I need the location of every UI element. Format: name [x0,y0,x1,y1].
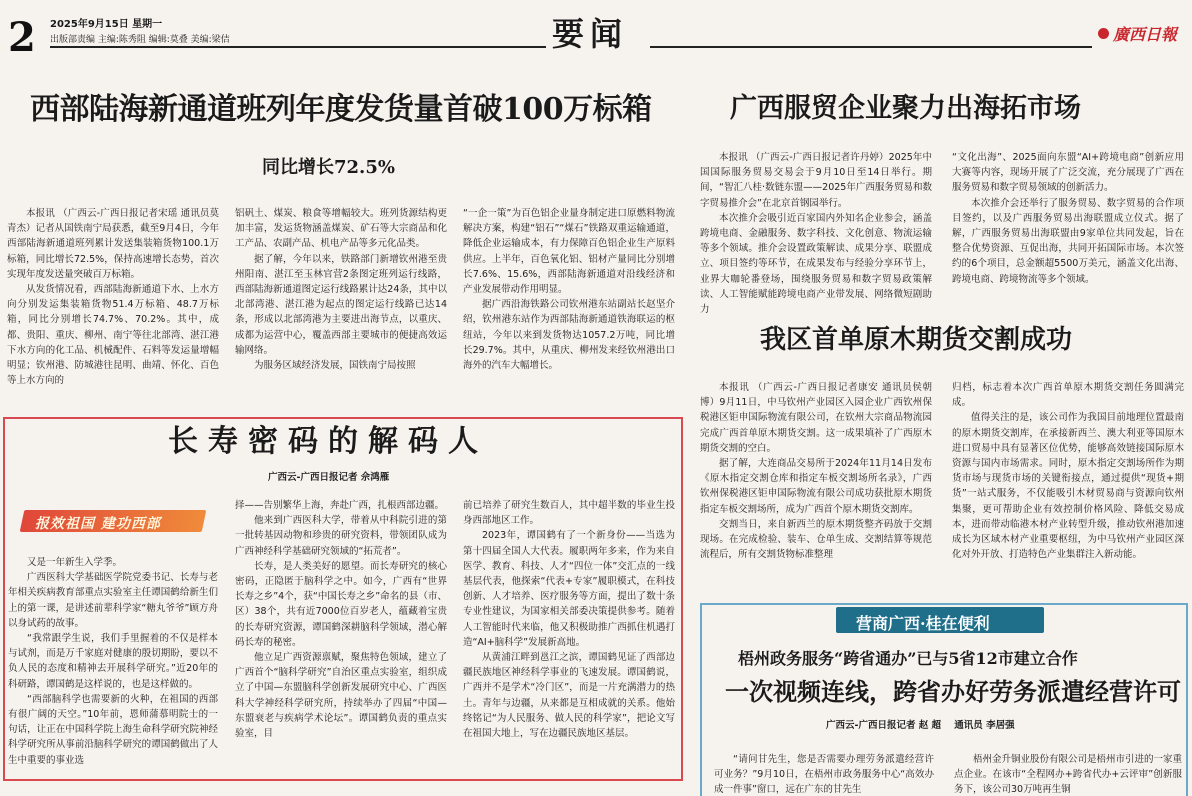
article5-byline: 广西云-广西日报记者 赵 超 通讯员 李居强 [826,720,1015,731]
article2-col2 [952,150,1184,332]
article1-title: 西部陆海新通道班列年度发货量首破100万标箱 [30,92,652,127]
article1-col1 [7,206,219,394]
paragraph: 交割当日，来自新西兰的原木期货整齐码放于交割现场。在完成检验、装车、仓单生成、交割结算等规范流程后，所有交割货物标准整理 [700,518,932,561]
article4-title: 长寿密码的解码人 [168,424,488,459]
paragraph: “西部脑科学也需要新的火种，在祖国的西部有很广阔的天空。”10年前，恩师蒲慕明院士的一句话，让正在中国科学院上海生命科学研究院神经科学研究所从事前沿脑科学研究的谭国鹤做出了人生中重要的事业选 [8,693,218,766]
paragraph: 值得关注的是，该公司作为我国目前地理位置最南的原木期货交割库，在承接新西兰、澳大利亚等国原木进口贸易中具有显著区位优势，能够高效链接国际原木资源与国内市场需求。同时，原木指定交割场所作为期货市场与现货市场的关键衔接点，通过提供“现货+期货”一站式服务，不仅能吸引木材贸易商与资源向钦州集聚，更可帮助企业有效控制价格风险、降低交易成本，进而带动临港木材产业转型升级，推动钦州港加速成长为区域木材产业重要枢纽，为中马钦州产业园区深化对外开放、打造特色产业集群注入新动能。 [952,412,1184,561]
article4-byline: 广西云-广西日报记者 佘鸿雁 [268,472,390,483]
paragraph: “文化出海”、2025面向东盟“AI+跨境电商”创新应用大赛等内容，现场开展了广泛交流，充分展现了广西在服务贸易和数字贸易领域的创新活力。 [952,152,1184,194]
paragraph: 本次推介会还举行了服务贸易、数字贸易的合作项目签约，以及广西服务贸易出海联盟成立仪式。据了解，广西服务贸易出海联盟由9家单位共同发起，旨在整合优势资源、互促出海，共同开拓国际市场。本次签约的6个项目，总金额超5500万美元，涵盖文化出海、跨境电商、跨境物流等多个领域。 [952,197,1184,285]
paragraph: 广西医科大学基础医学院党委书记、长寿与老年相关疾病教育部重点实验室主任谭国鹤给新生们上的第一课，是讲述前辈科学家“糖丸爷爷”顾方舟以身试药的故事。 [8,572,218,629]
paragraph: 从黄浦江畔到邕江之滨，谭国鹤见证了西部边疆民族地区神经科学事业的飞速发展。谭国鹤说，广西并不是学术“冷门区”，而是一片充满潜力的热土。青年与边疆，从来都是互相成就的关系。他始终铭记“为人民服务、做人民的科学家”，把论文写在祖国大地上，写在边疆民族地区基层。 [463,652,675,740]
paragraph: 本次推介会吸引近百家国内外知名企业参会，涵盖跨境电商、金融服务、数字科技、文化创意、物流运输等多个领域。推介会设置政策解读、成果分享、联盟成立、项目签约等环节，在成果发布与经验分享环节上，业界大咖轮番登场，围绕服务贸易和数字贸易政策解读、人工智能赋能跨境电商产业带发展、网络微短剧助力 [700,212,932,316]
paragraph: 本报讯 （广西云-广西日报记者许丹婷）2025年中国国际服务贸易交易会于9月10日至14日举行。期间，“智汇八桂·数链东盟——2025年广西服务贸易和数字贸易推介会”在北京首钢园举行。 [700,152,932,209]
paragraph: 2023年，谭国鹤有了一个新身份——当选为第十四届全国人大代表。履职两年多来，作为来自医学、教育、科技、人才“四位一体”交汇点的一线基层代表，他探索“代表+专家”履职模式，在科技创新、人才培养、医疗服务等方面，提出了数十条专业性建议，为国家相关部委决策提供参考。随着人工智能时代来临，他又积极助推广西抓住机遇打造“AI+脑科学”发展新高地。 [463,530,675,648]
paragraph: 据了解，今年以来，铁路部门新增钦州港至贵州阳南、湛江至玉林官营2条图定班列运行线路，西部陆海新通道图定运行线路累计达24条，其中以北部湾港、湛江港为起点的图定运行线路已达14条，形成以北部湾港为主要进出海节点，以重庆、成都为运营中心，覆盖西部主要城市的便捷高效运输网络。 [235,253,447,356]
paragraph: “一企一策”为百色铝企业量身制定进口原燃料物流解决方案，构建“铝石”“煤石”铁路双重运输通道，降低企业运输成本，有力保障百色铝企业生产原料供应。上半年，百色氧化铝、铝材产量同比分别增长7.6%、15.6%，西部陆海新通道对沿线经济和产业发展带动作用明显。 [463,208,675,296]
paragraph: 前已培养了研究生数百人，其中超半数的毕业生投身西部地区工作。 [463,500,675,527]
paragraph: “我常跟学生说，我们手里握着的不仅是样本与试剂，而是万千家庭对健康的殷切期盼，要以不负人民的态度和精神去开展科学研究。”近20年的科研路，谭国鹤是这样说的，也是这样做的。 [8,633,218,690]
article4-col2 [235,498,447,770]
paragraph: 又是一年新生入学季。 [27,557,123,568]
section-title: 要闻 [552,15,629,53]
paragraph: 从发货情况看，西部陆海新通道下水、上水方向分别发运集装箱货物51.4万标箱、48.7万标箱，同比分别增长74.7%、70.2%。其中，成都、贵阳、重庆、柳州、南宁等往北部湾、湛江港下水方向的化工品、机械配件、石料等发运量增幅明显；钦州港、防城港往昆明、曲靖、怀化、百色等上水方向的 [7,284,219,387]
editor-credits: 出版部责编 主编:陈秀阻 编辑:莫叠 美编:梁佶 [50,35,230,45]
article5-col2 [954,752,1182,796]
article4-col1 [8,555,218,769]
paragraph: 择——告别繁华上海，奔赴广西，扎根西部边疆。 [235,500,445,511]
article5-col1 [714,752,934,796]
article2-col1 [700,150,932,332]
article3-col1 [700,380,932,564]
paragraph: 归档，标志着本次广西首单原木期货交割任务圆满完成。 [952,382,1184,409]
article5-banner-text: 营商广西·桂在便利 [856,614,990,633]
article4-banner-text: 报效祖国 建功西部 [35,516,161,532]
newspaper-logo [1098,22,1177,45]
header-rule-left [50,46,546,48]
paragraph: 据了解，大连商品交易所于2024年11月14日发布《原木指定交割仓库和指定车板交割场所名录》，广西钦州保税港区钜申国际物流有限公司成功获批原木期货指定车板交割场所，成为广西首个原木期货交割库。 [700,458,932,515]
page-number: 2 [8,14,36,61]
article4-col3 [463,498,675,770]
logo-seal-icon [1098,28,1109,39]
paragraph: 他立足广西资源禀赋，聚焦特色领域，建立了广西首个“脑科学研究”自治区重点实验室，组织成立了中国—东盟脑科学创新发展研究中心、广西医科大学神经科学研究所，持续举办了四届“中国—东盟衰老与疾病学术论坛”。谭国鹤负责的重点实验室，目 [235,652,447,740]
paragraph: 据广西沿海铁路公司钦州港东站副站长赵坚介绍，钦州港东站作为西部陆海新通道铁海联运的枢纽站，今年以来到发货物达1057.2万吨，同比增长29.7%。其中，从重庆、柳州发来经钦州港出口海外的汽车大幅增长。 [463,299,675,372]
paragraph: 梧州金升铜业股份有限公司是梧州市引进的一家重点企业。在该市“全程网办+跨省代办+云评审”创新服务下，该公司30万吨再生铜 [954,754,1182,796]
article1-col2 [235,206,447,394]
paragraph: “请问甘先生，您是否需要办理劳务派遣经营许可业务？”9月10日，在梧州市政务服务中心“高效办成一件事”窗口，远在广东的甘先生 [714,754,934,796]
article3-col2 [952,380,1184,564]
article3-title: 我区首单原木期货交割成功 [760,325,1073,355]
paragraph: 本报讯 （广西云-广西日报记者康安 通讯员侯朝博）9月11日，中马钦州产业园区入园企业广西钦州保税港区钜申国际物流有限公司，在钦州大宗商品物流园完成广西首单原木期货交割。这一成果填补了广西原木期货交割的空白。 [700,382,932,454]
header-rule-right [650,46,1092,48]
article1-col3 [463,206,675,394]
article2-title: 广西服贸企业聚力出海拓市场 [730,93,1081,124]
issue-date: 2025年9月15日 星期一 [50,19,163,30]
logo-text: 廣西日報 [1113,25,1178,44]
article5-title: 一次视频连线，跨省办好劳务派遣经营许可 [725,677,1181,706]
article5-kicker: 梧州政务服务“跨省通办”已与5省12市建立合作 [738,649,1078,668]
paragraph: 长寿，是人类美好的愿望。而长寿研究的核心密码，正隐匿于脑科学之中。如今，广西有“世界长寿之乡”4个，获“中国长寿之乡”命名的县（市、区）38个，共有近7000位百岁老人，蕴藏着宝贵的长寿研究资源，谭国鹤深耕脑科学领域，潜心解码长寿的秘密。 [235,560,447,648]
article1-subtitle: 同比增长72.5% [262,157,395,178]
paragraph: 他来到广西医科大学，带着从中科院引进的第一批转基因动物和珍贵的研究资料，带领团队成为广西神经科学基础研究领域的“拓荒者”。 [235,515,447,557]
paragraph: 为服务区域经济发展，国铁南宁局按照 [254,360,416,372]
paragraph: 本报讯 （广西云-广西日报记者宋瑶 通讯员莫青杰）记者从国铁南宁局获悉，截至9月4日，今年西部陆海新通道班列累计发送集装箱货物100.1万标箱，同比增长72.5%，保持高速增长态势，首次实现年度发送量突破百万标箱。 [7,208,219,280]
paragraph: 铝矾土、煤炭、粮食等增幅较大。班列货源结构更加丰富，发运货物涵盖煤炭、矿石等大宗商品和化工产品、农副产品、机电产品等多元化品类。 [235,208,447,250]
